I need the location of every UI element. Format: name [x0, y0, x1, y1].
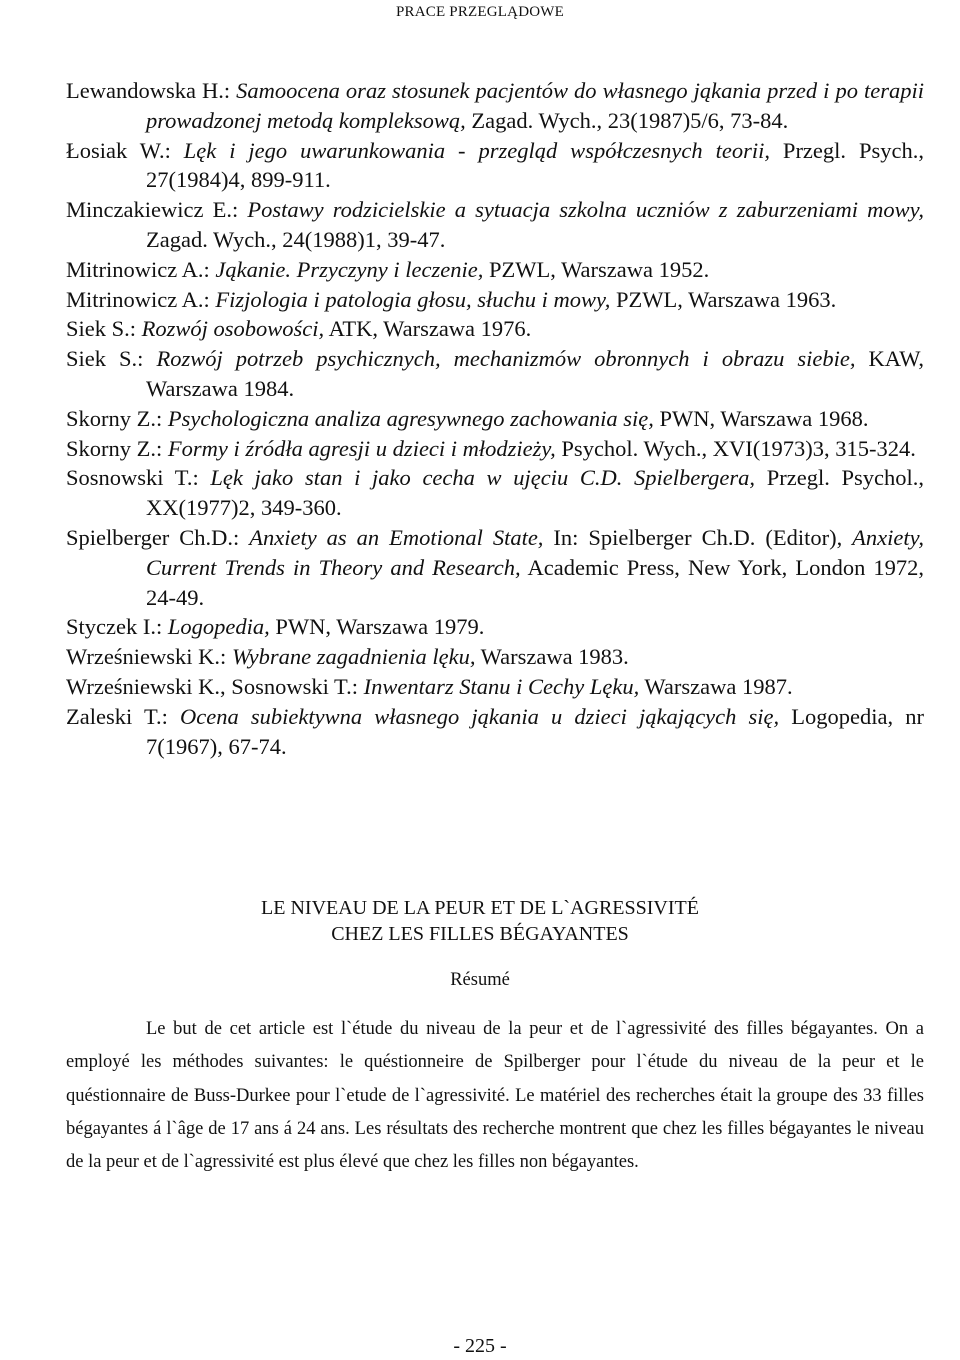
- reference-author: Minczakiewicz E.:: [66, 197, 248, 223]
- reference-source: Przegl. Psych., 27(1984)4, 899-911.: [146, 137, 924, 193]
- reference-title: Formy i źródła agresji u dzieci i młodzieży,: [167, 435, 556, 461]
- reference-author: Mitrinowicz A.:: [66, 286, 216, 312]
- reference-item: [66, 642, 924, 672]
- reference-title: Rozwój potrzeb psychicznych, mechanizmów obronnych i obrazu siebie,: [156, 346, 856, 372]
- reference-source: PWN, Warszawa 1968.: [653, 405, 869, 431]
- reference-item: [66, 285, 924, 315]
- bibliography: [66, 76, 924, 761]
- reference-item: [66, 76, 924, 136]
- reference-title: Fizjologia i patologia głosu, słuchu i mowy,: [215, 286, 611, 312]
- reference-author: Sosnowski T.:: [66, 465, 211, 491]
- reference-item: [66, 612, 924, 642]
- reference-item: [66, 344, 924, 404]
- reference-source: PZWL, Warszawa 1952.: [483, 256, 710, 282]
- reference-item: [66, 523, 924, 612]
- reference-source: Warszawa 1983.: [475, 644, 629, 670]
- reference-item: [66, 195, 924, 255]
- reference-publisher: Academic Press, New York, London 1972, 24-49.: [146, 554, 925, 610]
- running-header: PRACE PRZEGLĄDOWE: [396, 4, 564, 20]
- reference-author: Mitrinowicz A.:: [66, 256, 216, 282]
- french-summary-title: [0, 895, 960, 947]
- reference-item: [66, 702, 924, 762]
- reference-title: Lęk jako stan i jako cecha w ujęciu C.D. Spielbergera,: [210, 465, 756, 491]
- abstract-paragraph: Le but de cet article est l`étude du niveau de la peur et de l`agressivité des filles bégayantes. On a employé les méthodes suivantes: le quéstionneire de Spilberger pour l`étude du niveau de la peur et le quéstionnaire de Buss-Durkee pour l`etude de l`agressivité. Le matériel des recherches était la groupe des 33 filles bégayantes á l`âge de 17 ans á 24 ans. Les résultats des recherche montrent que chez les filles bégayantes le niveau de la peur et de l`agressivité est plus élevé que chez les filles non bégayantes.: [66, 1019, 924, 1173]
- reference-source: Logopedia, nr 7(1967), 67-74.: [146, 703, 924, 759]
- french-title-line-1: LE NIVEAU DE LA PEUR ET DE L`AGRESSIVITÉ: [261, 897, 699, 919]
- reference-title: Ocena subiektywna własnego jąkania u dzieci jąkających się,: [180, 703, 780, 729]
- reference-author: Wrześniewski K., Sosnowski T.:: [66, 673, 364, 699]
- reference-author: Lewandowska H.:: [66, 78, 237, 103]
- reference-author: Zaleski T.:: [66, 703, 181, 729]
- reference-author: Wrześniewski K.:: [66, 644, 232, 670]
- reference-source: Zagad. Wych., 23(1987)5/6, 73-84.: [465, 107, 789, 133]
- reference-item: [66, 136, 924, 196]
- reference-author: Styczek I.:: [66, 614, 168, 640]
- reference-author: Siek S.:: [66, 346, 157, 372]
- reference-title: Rozwój osobowości,: [141, 316, 325, 342]
- reference-item: [66, 434, 924, 464]
- reference-author: Skorny Z.:: [66, 405, 168, 431]
- reference-item: [66, 404, 924, 434]
- reference-title: Inwentarz Stanu i Cechy Lęku,: [363, 673, 640, 699]
- reference-source: In: Spielberger Ch.D. (Editor),: [543, 524, 853, 550]
- reference-item: [66, 672, 924, 702]
- reference-title: Samoocena oraz stosunek pacjentów do własnego jąkania przed i po terapii prowadzonej metodą kompleksową,: [146, 78, 924, 133]
- page-number: - 225 -: [453, 1335, 507, 1357]
- reference-title: Jąkanie. Przyczyny i leczenie,: [215, 256, 484, 282]
- reference-source: Warszawa 1987.: [639, 673, 793, 699]
- reference-item: [66, 255, 924, 285]
- reference-source: Przegl. Psychol., XX(1977)2, 349-360.: [146, 465, 924, 521]
- resume-heading: Résumé: [450, 970, 510, 990]
- reference-title: Psychologiczna analiza agresywnego zachowania się,: [167, 405, 654, 431]
- reference-item: [66, 463, 924, 523]
- french-title-line-2: CHEZ LES FILLES BÉGAYANTES: [331, 923, 629, 945]
- reference-source: ATK, Warszawa 1976.: [324, 316, 532, 342]
- reference-item: [66, 314, 924, 344]
- reference-author: Siek S.:: [66, 316, 142, 342]
- reference-book-title: Anxiety, Current Trends in Theory and Research,: [146, 524, 925, 580]
- reference-author: Spielberger Ch.D.:: [66, 524, 250, 550]
- reference-title: Logopedia,: [167, 614, 270, 640]
- reference-source: Zagad. Wych., 24(1988)1, 39-47.: [146, 226, 446, 252]
- reference-source: KAW, Warszawa 1984.: [146, 346, 924, 401]
- reference-source: PZWL, Warszawa 1963.: [610, 286, 837, 312]
- reference-author: Łosiak W.:: [66, 137, 184, 163]
- reference-source: PWN, Warszawa 1979.: [269, 614, 485, 640]
- reference-title: Anxiety as an Emotional State,: [249, 524, 544, 550]
- reference-source: Psychol. Wych., XVI(1973)3, 315-324.: [555, 435, 916, 461]
- reference-author: Skorny Z.:: [66, 435, 168, 461]
- reference-title: Wybrane zagadnienia lęku,: [231, 644, 476, 670]
- reference-title: Lęk i jego uwarunkowania - przegląd współczesnych teorii,: [183, 137, 770, 163]
- reference-title: Postawy rodzicielskie a sytuacja szkolna uczniów z zaburzeniami mowy,: [247, 197, 924, 223]
